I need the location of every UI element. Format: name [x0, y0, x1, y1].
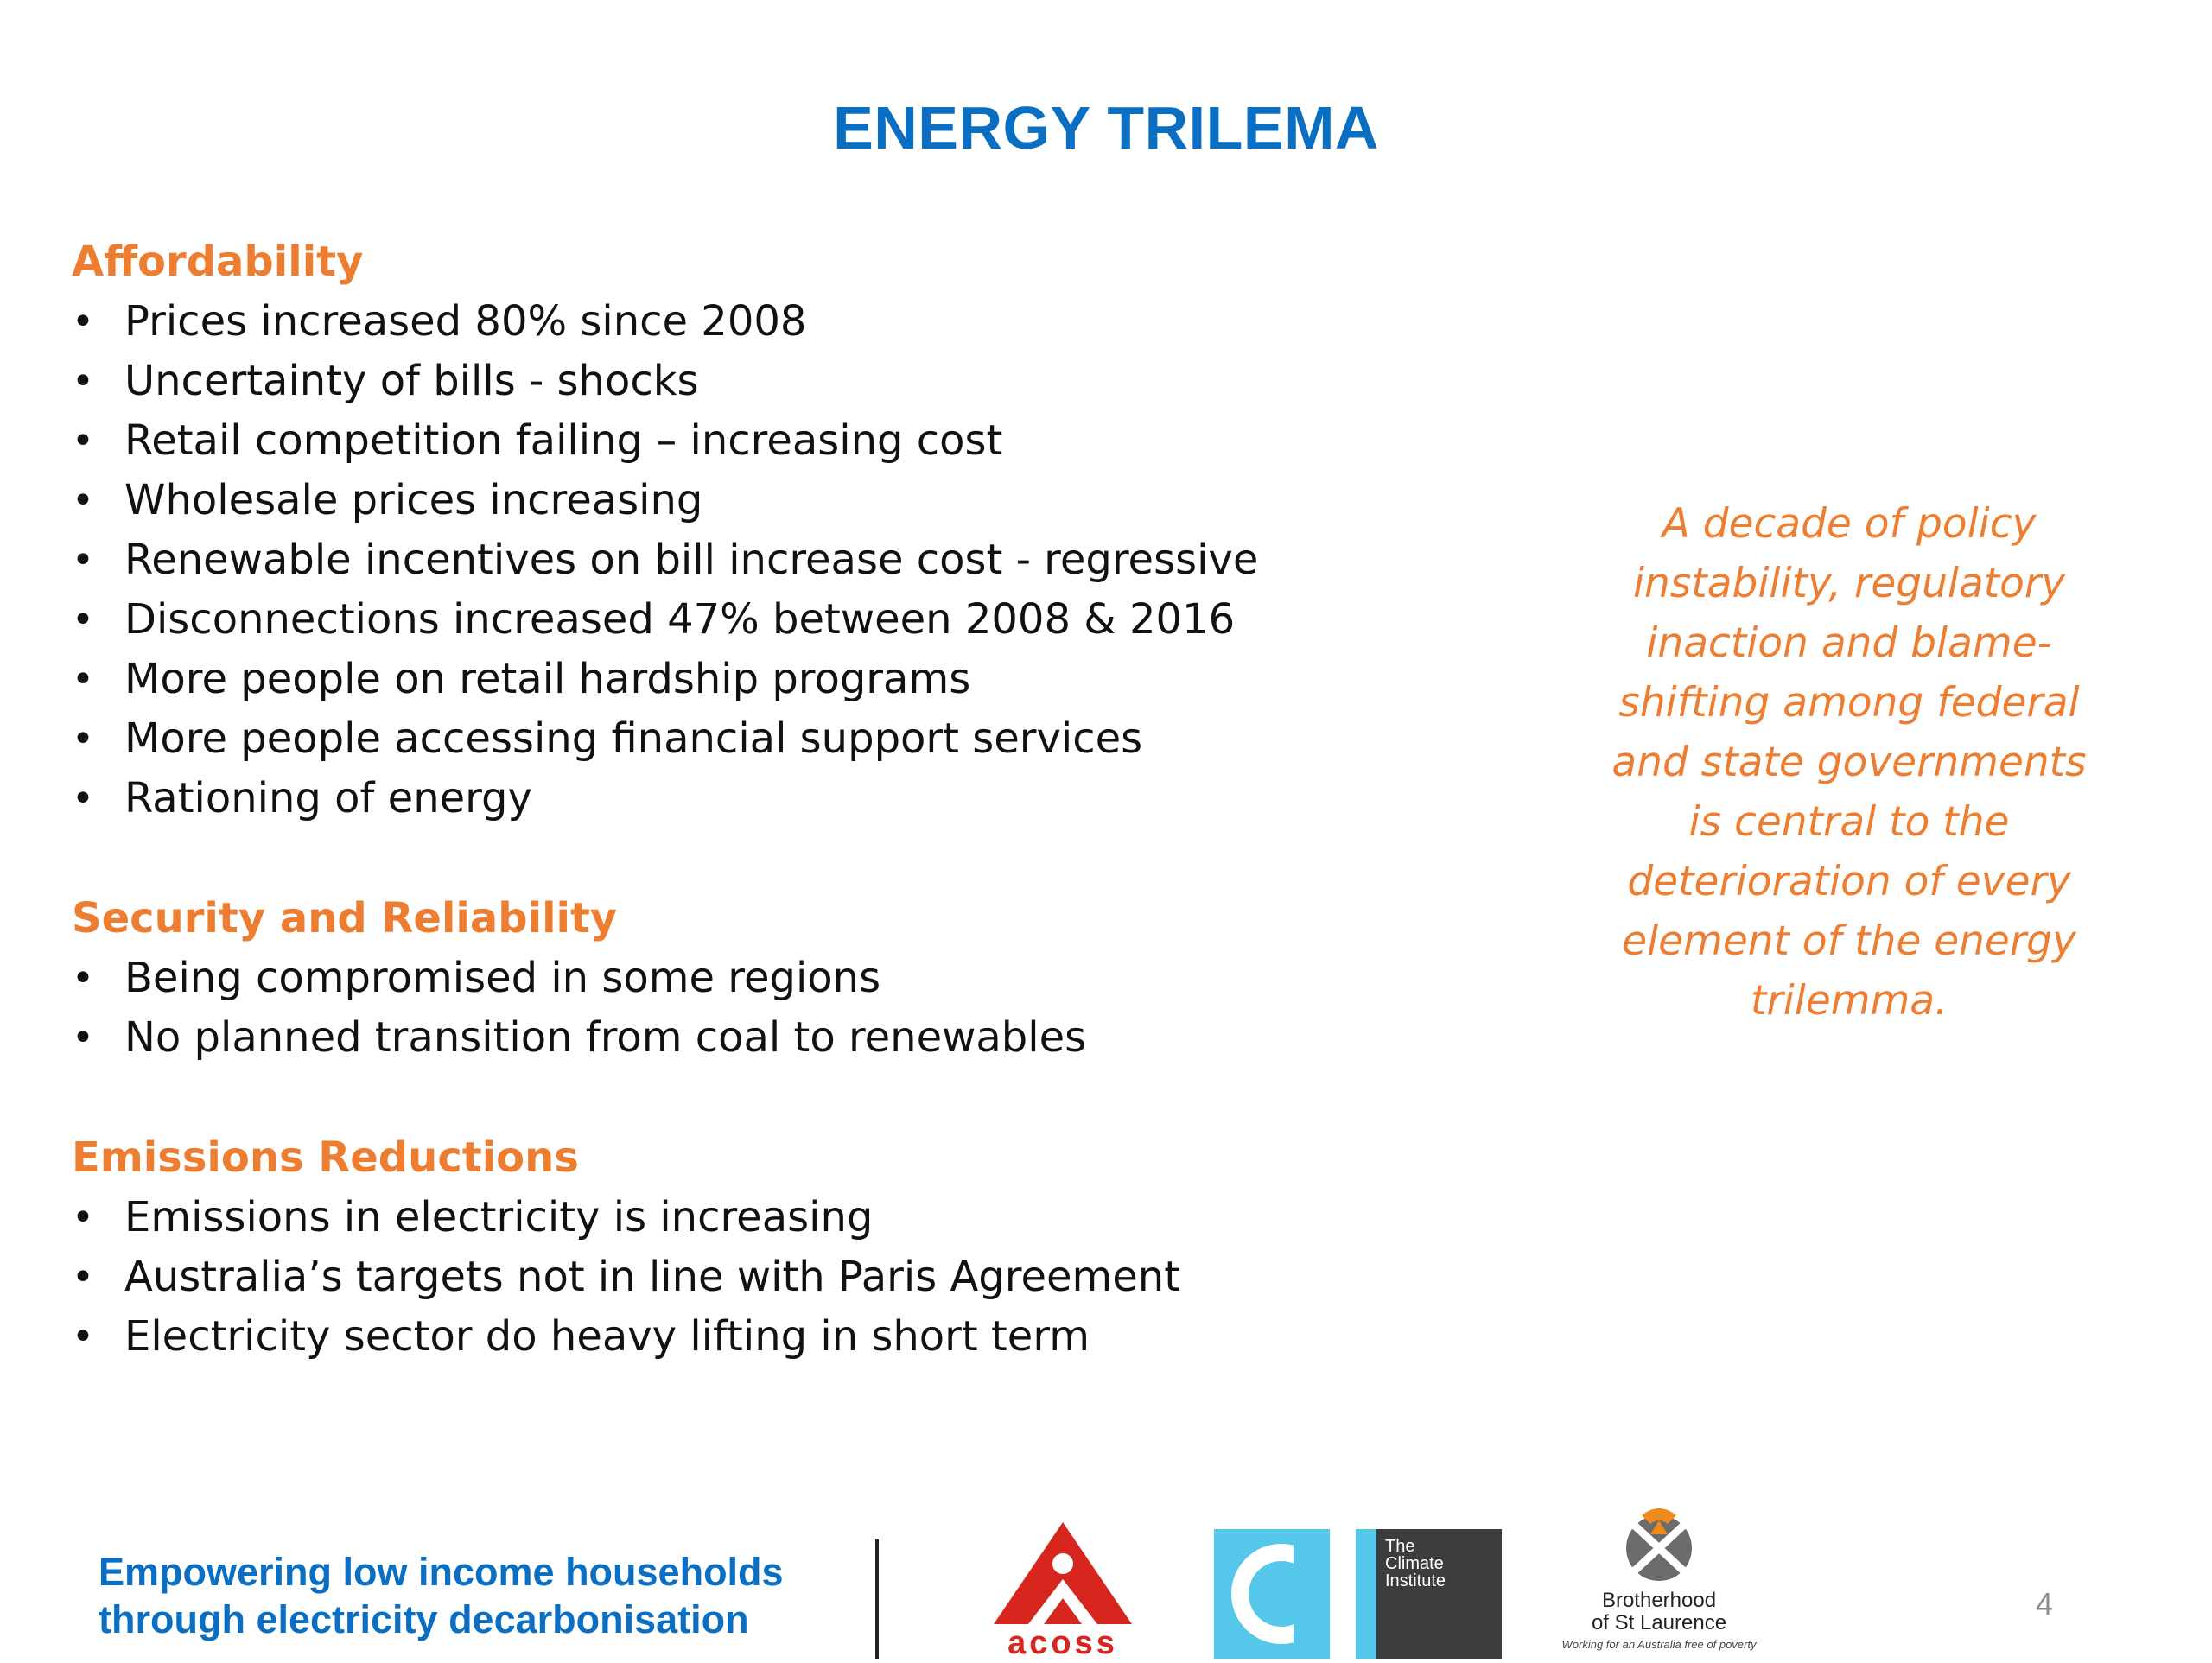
section-heading: Affordability	[72, 238, 364, 286]
section-spacer	[72, 828, 1541, 888]
bullet-icon: •	[72, 777, 94, 821]
list-item	[72, 1188, 1541, 1247]
list-item-text: Australia’s targets not in line with Paris Agreement	[124, 1253, 1181, 1301]
bullet-icon: •	[72, 1315, 94, 1359]
bullet-list	[72, 1188, 1541, 1367]
bullet-list	[72, 949, 1541, 1068]
bullet-icon: •	[72, 1255, 94, 1299]
section-emissions-reductions	[72, 1127, 1541, 1367]
pull-quote: A decade of policy instability, regulatory inaction and blame-shifting among federal and state governments is central to the deterioration of every element of the energy trilemma.	[1611, 500, 2087, 1025]
bullet-icon: •	[72, 538, 94, 582]
page-number: 4	[2036, 1586, 2054, 1622]
bullet-icon: •	[72, 657, 94, 701]
list-item	[72, 1247, 1541, 1307]
section-heading: Emissions Reductions	[72, 1133, 579, 1182]
section-affordability	[72, 232, 1541, 828]
footer-divider	[875, 1539, 879, 1659]
list-item	[72, 411, 1541, 471]
list-item-text: Renewable incentives on bill increase cost - regressive	[124, 536, 1259, 584]
list-item-text: Wholesale prices increasing	[124, 476, 703, 524]
list-item-text: Uncertainty of bills - shocks	[124, 357, 699, 405]
content-area	[72, 232, 1541, 1367]
list-item-text: Disconnections increased 47% between 2008 & 2016	[124, 595, 1236, 644]
acoss-triangle-icon	[994, 1522, 1132, 1659]
climate-institute-name: The Climate Institute	[1385, 1537, 1446, 1590]
bullet-icon: •	[72, 419, 94, 463]
list-item-text: No planned transition from coal to renewables	[124, 1013, 1087, 1062]
acoss-logo	[994, 1522, 1132, 1659]
climate-institute-ci-icon	[1214, 1529, 1376, 1659]
acoss-logo-text: acoss	[1007, 1625, 1118, 1659]
bsl-emblem-icon	[1616, 1501, 1702, 1588]
list-item-text: Rationing of energy	[124, 774, 532, 822]
list-item-text: More people accessing financial support services	[124, 714, 1143, 763]
list-item-text: Emissions in electricity is increasing	[124, 1193, 874, 1241]
footer-tagline: Empowering low income households through electricity decarbonisation	[99, 1550, 784, 1641]
bullet-icon: •	[72, 359, 94, 403]
section-heading: Security and Reliability	[72, 894, 618, 943]
climate-institute-logo	[1214, 1529, 1502, 1659]
bullet-icon: •	[72, 479, 94, 523]
bullet-icon: •	[72, 956, 94, 1000]
brotherhood-st-laurence-logo	[1547, 1501, 1771, 1659]
bullet-icon: •	[72, 598, 94, 642]
bullet-icon: •	[72, 1016, 94, 1060]
list-item	[72, 1008, 1541, 1068]
list-item-text: Prices increased 80% since 2008	[124, 297, 807, 346]
section-spacer	[72, 1068, 1541, 1127]
list-item-text: Retail competition failing – increasing cost	[124, 416, 1003, 465]
list-item	[72, 352, 1541, 411]
climate-institute-name-box	[1376, 1529, 1502, 1659]
list-item	[72, 650, 1541, 709]
bullet-icon: •	[72, 717, 94, 761]
list-item	[72, 292, 1541, 352]
list-item-text: Electricity sector do heavy lifting in short term	[124, 1312, 1090, 1361]
list-item	[72, 709, 1541, 769]
bullet-icon: •	[72, 1196, 94, 1240]
list-item	[72, 769, 1541, 828]
list-item	[72, 949, 1541, 1008]
bsl-tagline: Working for an Australia free of poverty	[1561, 1638, 1757, 1651]
list-item-text: Being compromised in some regions	[124, 954, 881, 1002]
list-item	[72, 590, 1541, 650]
list-item	[72, 1307, 1541, 1367]
list-item	[72, 530, 1541, 590]
slide-title: ENERGY TRILEMA	[833, 94, 1379, 162]
section-security-reliability	[72, 888, 1541, 1068]
bsl-name: Brotherhood of St Laurence	[1591, 1589, 1727, 1634]
list-item	[72, 471, 1541, 530]
list-item-text: More people on retail hardship programs	[124, 655, 971, 703]
bullet-list	[72, 292, 1541, 828]
bullet-icon: •	[72, 300, 94, 344]
